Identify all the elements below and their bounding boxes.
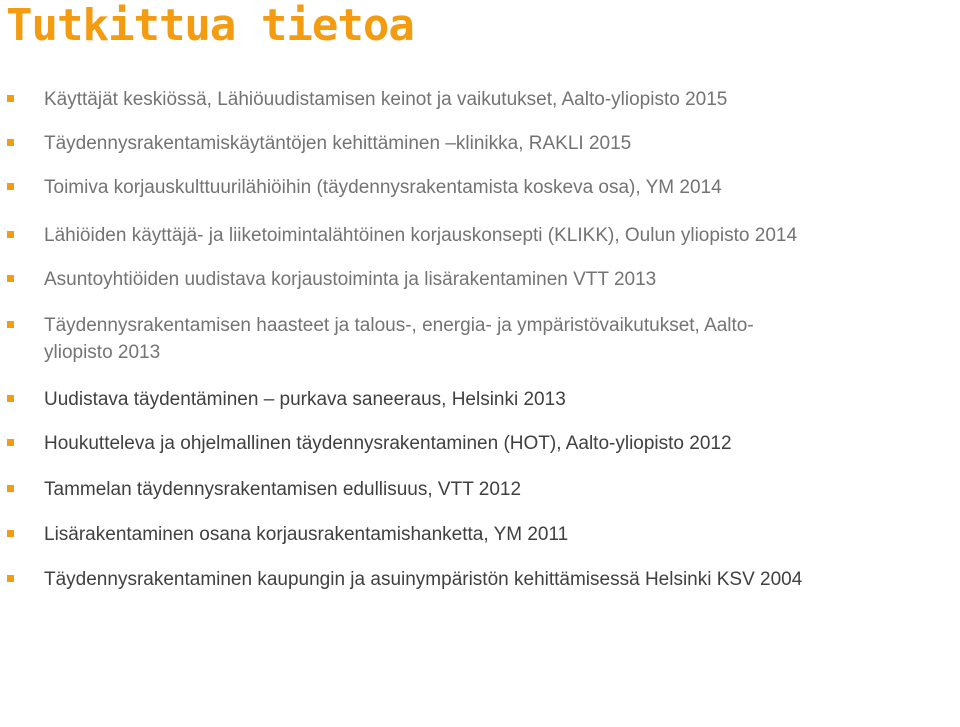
list-item-text: Toimiva korjauskulttuurilähiöihin (täydennysrakentamista koskeva osa), YM 2014 [44,177,722,198]
square-bullet-icon [7,575,14,582]
list-item-text: Uudistava täydentäminen – purkava saneeraus, Helsinki 2013 [44,389,566,410]
square-bullet-icon [7,485,14,492]
list-item-text-line-2: yliopisto 2013 [44,342,161,363]
square-bullet-icon [7,395,14,402]
square-bullet-icon [7,95,14,102]
square-bullet-icon [7,275,14,282]
list-item-text: Lisärakentaminen osana korjausrakentamishanketta, YM 2011 [44,524,569,545]
square-bullet-icon [7,439,14,446]
square-bullet-icon [7,183,14,190]
list-item-text: Lähiöiden käyttäjä- ja liiketoimintalähtöinen korjauskonsepti (KLIKK), Oulun yliopisto 2014 [44,225,798,246]
list-item-text: Asuntoyhtiöiden uudistava korjaustoiminta ja lisärakentaminen VTT 2013 [44,269,657,290]
square-bullet-icon [7,231,14,238]
list-item-text: Tammelan täydennysrakentamisen edullisuus, VTT 2012 [44,479,522,500]
square-bullet-icon [7,139,14,146]
list-item-text: Täydennysrakentamiskäytäntöjen kehittäminen –klinikka, RAKLI 2015 [44,133,632,154]
list-item-text: Houkutteleva ja ohjelmallinen täydennysrakentaminen (HOT), Aalto-yliopisto 2012 [44,433,732,454]
slide-title: Tutkittua tietoa [6,0,414,51]
list-item-text-line-1: Täydennysrakentamisen haasteet ja talous-, energia- ja ympäristövaikutukset, Aalto- [44,315,754,336]
square-bullet-icon [7,321,14,328]
list-item-text: Täydennysrakentaminen kaupungin ja asuinympäristön kehittämisessä Helsinki KSV 2004 [44,569,803,590]
square-bullet-icon [7,530,14,537]
list-item-text: Käyttäjät keskiössä, Lähiöuudistamisen keinot ja vaikutukset, Aalto-yliopisto 2015 [44,89,728,110]
